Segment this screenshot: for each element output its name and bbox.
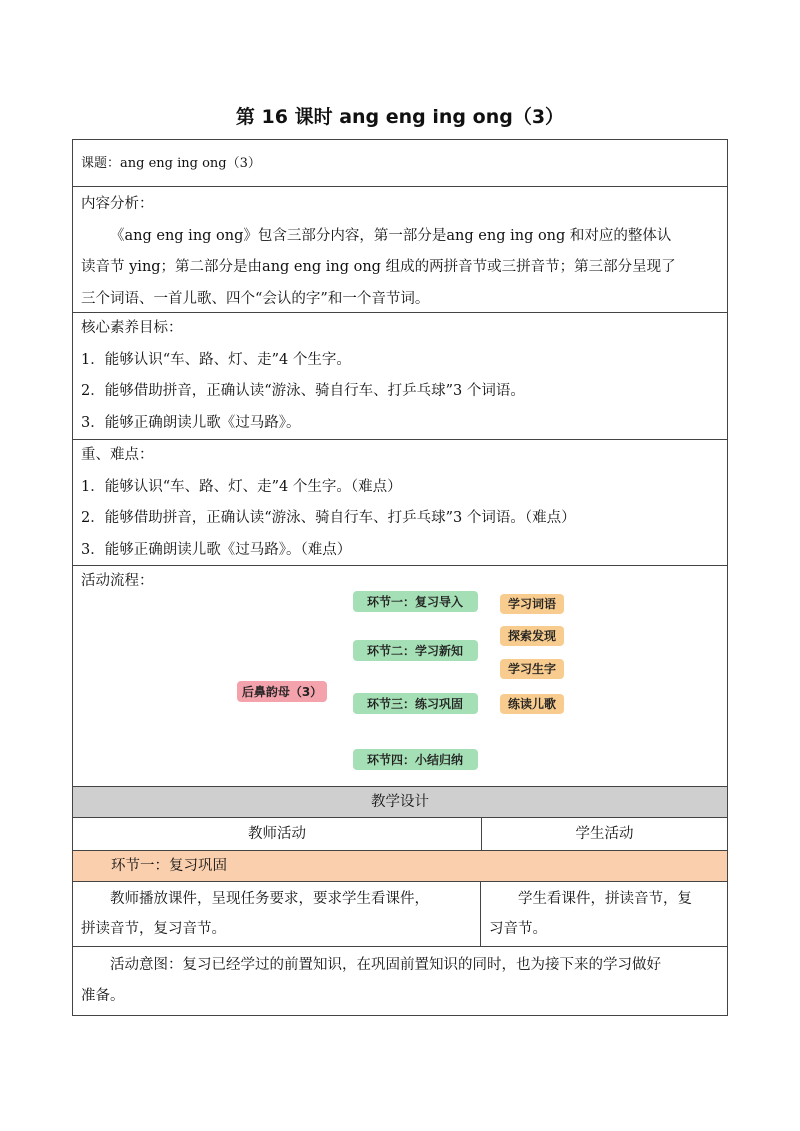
teacher-activity-cell	[73, 882, 481, 946]
activity-row	[73, 882, 727, 947]
key-point-item: 1．能够认识“车、路、灯、走”4 个生字。（难点）	[81, 478, 402, 495]
activity-intent-line: 准备。	[81, 988, 125, 1004]
core-goal-item: 2．能够借助拼音，正确认读“游泳、骑自行车、打乒乓球”3 个词语。	[81, 383, 525, 399]
student-activity-cell	[481, 882, 727, 946]
content-analysis-line: 三个词语、一首儿歌、四个“会认的字”和一个音节词。	[81, 290, 430, 307]
content-analysis-line: 《ang eng ing ong》包含三部分内容，第一部分是ang eng ing ong 和对应的整体认	[110, 227, 672, 244]
student-activity-line: 习音节。	[489, 921, 547, 937]
sub-node	[500, 659, 564, 679]
core-goal-item: 3．能够正确朗读儿歌《过马路》。	[81, 414, 301, 431]
key-points-heading: 重、难点：	[81, 447, 154, 463]
activity-flow-heading: 活动流程：	[81, 573, 154, 589]
activity-intent-row	[73, 947, 727, 1015]
sub-node-label: 探索发现	[507, 629, 557, 643]
core-goal-item: 1．能够认识“车、路、灯、走”4 个生字。	[81, 351, 351, 368]
student-col-header: 学生活动	[575, 826, 634, 842]
root-node	[237, 681, 327, 702]
sub-node-label: 学习词语	[507, 597, 557, 611]
stage-node-label: 环节三：练习巩固	[366, 697, 464, 711]
stage-node-label: 环节四：小结归纳	[366, 753, 464, 767]
stage-node	[353, 591, 478, 612]
teacher-activity-line: 拼读音节，复习音节。	[81, 921, 226, 937]
root-node-label: 后鼻韵母（3）	[241, 685, 323, 699]
page-title: 第 16 课时 ang eng ing ong（3）	[235, 106, 565, 128]
lesson-plan-table	[72, 139, 728, 1016]
teacher-activity-line: 教师播放课件，呈现任务要求，要求学生看课件，	[110, 891, 429, 907]
content-analysis-line: 读音节 ying；第二部分是由ang eng ing ong 组成的两拼音节或三拼音节；第三部分呈现了	[81, 259, 676, 275]
design-heading: 教学设计	[371, 794, 429, 810]
core-goals-section	[73, 313, 727, 440]
sub-node-label: 学习生字	[507, 662, 557, 676]
activity-intent-line: 活动意图：复习已经学过的前置知识，在巩固前置知识的同时，也为接下来的学习做好	[110, 957, 661, 973]
sub-node	[500, 626, 564, 646]
stage-node-label: 环节二：学习新知	[366, 644, 464, 658]
sub-node	[500, 694, 564, 714]
phase-header	[73, 851, 727, 882]
sub-node	[500, 594, 564, 614]
key-points-section	[73, 440, 727, 566]
column-header-row	[73, 818, 727, 851]
design-header	[73, 787, 727, 818]
stage-node	[353, 693, 478, 714]
key-point-item: 3．能够正确朗读儿歌《过马路》。（难点）	[81, 541, 352, 558]
content-analysis-heading: 内容分析：	[81, 196, 154, 212]
topic-text: 课题：ang eng ing ong（3）	[81, 156, 261, 171]
key-point-item: 2．能够借助拼音，正确认读“游泳、骑自行车、打乒乓球”3 个词语。（难点）	[81, 510, 576, 526]
stage-node	[353, 749, 478, 770]
phase-title: 环节一：复习巩固	[111, 858, 227, 874]
stage-node-label: 环节一：复习导入	[366, 595, 464, 609]
core-goals-heading: 核心素养目标：	[81, 320, 183, 336]
teacher-col-header: 教师活动	[73, 818, 482, 850]
student-activity-line: 学生看课件，拼读音节，复	[518, 891, 692, 907]
stage-node	[353, 640, 478, 661]
activity-flow-diagram	[73, 566, 727, 787]
content-analysis-section	[73, 187, 727, 313]
sub-node-label: 练读儿歌	[507, 697, 557, 711]
topic-row	[73, 140, 727, 187]
activity-flow-section	[73, 566, 727, 787]
